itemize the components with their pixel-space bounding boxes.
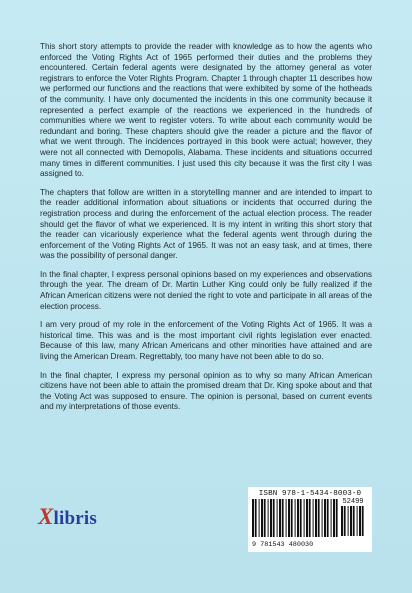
barcode-bar <box>279 499 281 537</box>
barcode-digits: 9 781543 480030 <box>252 541 314 549</box>
barcode-bar <box>295 499 296 537</box>
barcode-addon <box>341 499 365 541</box>
barcode-bar <box>268 499 269 537</box>
barcode-bar <box>306 499 308 537</box>
barcode-bar <box>344 506 346 536</box>
barcode-bar <box>350 506 352 536</box>
blurb-text <box>40 42 372 421</box>
barcode-bar <box>304 499 305 537</box>
barcode-bar <box>277 499 278 537</box>
barcode-bar <box>336 499 338 537</box>
barcode-bar <box>297 499 299 537</box>
barcode-bar <box>333 499 335 537</box>
barcode-bar <box>359 506 361 536</box>
logo-initial: X <box>38 504 54 529</box>
barcode-bar <box>313 499 314 537</box>
paragraph-3: In the final chapter, I express personal opinions based on my experiences and observations through the year. The dream of Dr. Martin Luther King could only be fully realized if the African American citizens were not denied the right to vote and participate in all areas of the election process. <box>40 269 372 311</box>
paragraph-2: The chapters that follow are written in a storytelling manner and are intended to impart to the reader additional information about situations or incidents that occurred during the registration process and during the enforcement of the actual election process. The reader should get the flavor of what we experienced. It is my intent in writing this short story that the reader can vicariously experience what the federal agents went through during the enforcement of the Voting Rights Act of 1965. It was not an easy task, and at times, there was the possibility of personal danger. <box>40 187 372 261</box>
logo-text: libris <box>53 508 97 529</box>
barcode-bar <box>353 506 355 536</box>
barcode-bar <box>261 499 263 537</box>
barcode-bar <box>255 499 257 537</box>
barcode-bar <box>327 499 329 537</box>
barcode-bar <box>259 499 260 537</box>
barcode-bar <box>286 499 287 537</box>
addon-code: 52499 <box>342 498 364 506</box>
paragraph-5: In the final chapter, I express my personal opinion as to why so many African American citizens have not been able to attain the promised dream that Dr. King spoke about and that the Voting Act was supposed to ensure. The opinion is personal, based on current events and my interpretations of those events. <box>40 370 372 412</box>
barcode-bar <box>270 499 272 537</box>
barcode-bar <box>357 506 358 536</box>
barcode-bar <box>300 499 302 537</box>
isbn-label: ISBN 978-1-5434-8003-0 <box>258 490 362 498</box>
paragraph-4: I am very proud of my role in the enforcement of the Voting Rights Act of 1965. It was a historical time. This was and is the most important civil rights legislation ever enacted. Because of this law, many African Americans and other minorities have attained and are living the American Dream. Regrettably, too many have not been able to do so. <box>40 320 372 362</box>
paragraph-1: This short story attempts to provide the reader with knowledge as to how the agents who enforced the Voting Rights Act of 1965 performed their duties and the problems they encountered. Certain federal agents were designated by the attorney general as voter registrars to enforce the Voter Rights Program. Chapter 1 through chapter 11 describes how we performed our functions and the reactions that were exhibited by some of the hotheads of the community. I have only documented the incidents in this one community because it represented a perfect example of the reactions we experienced in the hundreds of communities where we went to register voters. To write about each community would be redundant and boring. These chapters should give the reader a picture and the flavor of what we went through. The incidences portrayed in this book were actual; however, they were not all connected with Demopolis, Alabama. These incidents and situations occurred many times in different communities. I just used this city because it was the first city I was assigned to. <box>40 42 372 179</box>
barcode-bar <box>252 499 254 537</box>
barcode-bar <box>282 499 284 537</box>
barcode-bar <box>362 506 364 536</box>
isbn-barcode <box>248 487 372 552</box>
barcode-bars-row <box>252 499 368 541</box>
barcode-bar <box>315 499 317 537</box>
barcode-bar <box>341 506 343 536</box>
barcode-bar <box>324 499 326 537</box>
barcode-bar <box>291 499 293 537</box>
barcode-bar <box>348 506 349 536</box>
barcode-bar <box>331 499 332 537</box>
xlibris-logo <box>38 504 97 530</box>
barcode-bar <box>322 499 323 537</box>
barcode-main-bars <box>252 499 338 537</box>
barcode-bar <box>309 499 311 537</box>
barcode-bar <box>318 499 320 537</box>
barcode-addon-bars <box>341 506 365 536</box>
barcode-bar <box>273 499 275 537</box>
barcode-bar <box>264 499 266 537</box>
barcode-bar <box>288 499 290 537</box>
